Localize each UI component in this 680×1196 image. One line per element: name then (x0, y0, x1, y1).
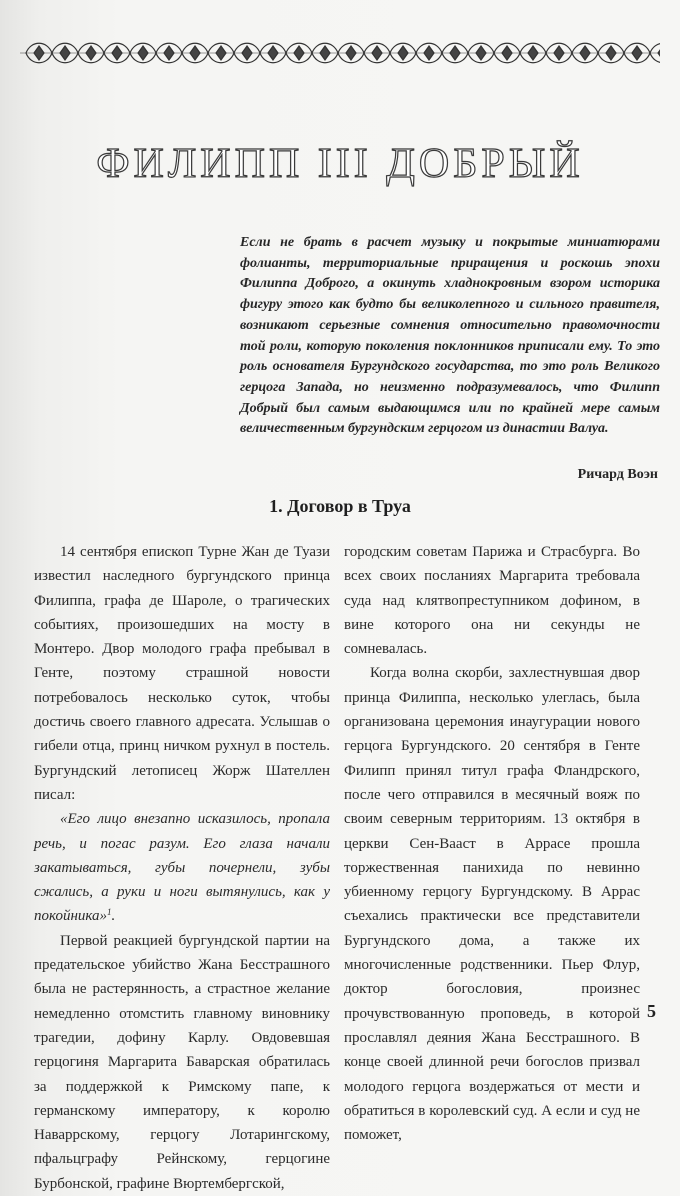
quote-end: . (111, 908, 116, 925)
chapter-title: ФИЛИПП III ДОБРЫЙ (96, 141, 584, 187)
epigraph-text: Если не брать в расчет музыку и покрытые миниатюрами фолианты, территориальные приращения и роскошь эпохи Филиппа Доброго, а окинуть хладнокровным взором историка фигуру этого как будто бы великолепного и сильного правителя, возникают серьезные сомнения относительно правомочности той роли, которую поколения поклонников приписали ему. То это роль основателя Бургундского государства, то это роль Великого герцога Запада, но неизменно подразумевалось, что Филипп Добрый был самым выдающимся или по крайней мере самым величественным бургундским герцогом из династии Валуа. (240, 235, 660, 437)
section-title: 1. Договор в Труа (269, 496, 411, 516)
paragraph: 14 сентября епископ Турне Жан де Туази известил наследного бургундского принца Филиппа, графа де Шароле, о трагических событиях, произошедших на мосту в Монтеро. Двор молодого графа пребывал в Генте, поэтому страшной новости потребовалось несколько суток, чтобы достичь своего главного адресата. Услышав о гибели отца, принц ничком рухнул в постель. Бургундский летописец Жорж Шателлен писал: (34, 544, 330, 803)
quote-text: «Его лицо внезапно исказилось, пропала речь, и погас разум. Его глаза начали закатываться, губы почернели, зубы сжались, а руки и ноги вытянулись, как у покойника» (34, 811, 330, 925)
paragraph: Первой реакцией бургундской партии на предательское убийство Жана Бесстрашного была не растерянность, а страстное желание немедленно отомстить главному виновнику трагедии, дофину Карлу. Овдовевшая герцогиня Маргарита Баварская обратилась за поддержкой к Римскому папе, к германскому императору, к королю Наваррскому, герцогу Лотарингскому, пфальцграфу Рейнскому, герцогине Бурбонской, графине Вюртембергской, (34, 932, 330, 1192)
left-text-column (34, 540, 330, 1196)
right-text-column (344, 540, 640, 1147)
page-number: 5 (647, 1001, 656, 1021)
decorative-ornament-border (20, 38, 660, 68)
chronicle-quote (34, 807, 330, 928)
paragraph: городским советам Парижа и Страсбурга. Во всех своих посланиях Маргарита требовала суда над клятвопреступником дофином, в вине которого она ни секунды не сомневалась. (344, 544, 640, 658)
epigraph-author: Ричард Воэн (577, 467, 658, 482)
paragraph: Когда волна скорби, захлестнувшая двор принца Филиппа, несколько улеглась, была организована церемония инаугурации нового герцога Бургундского. 20 сентября в Генте Филипп принял титул графа Фландрского, после чего отправился в месячный вояж по своим северным территориям. 13 октября в церкви Сен-Вааст в Аррасе прошла торжественная панихида по невинно убиенному герцогу Бургундскому. В Аррас съехались практически все представители Бургундского дома, а также их многочисленные родственники. Пьер Флур, доктор богословия, произнес прочувствованную проповедь, в которой прославлял деяния Жана Бесстрашного. В конце своей длинной речи богослов призвал молодого герцога воздержаться от мести и обратиться в королевский суд. А если и суд не поможет, (344, 665, 640, 1144)
footnote-marker: 1 (107, 907, 112, 918)
